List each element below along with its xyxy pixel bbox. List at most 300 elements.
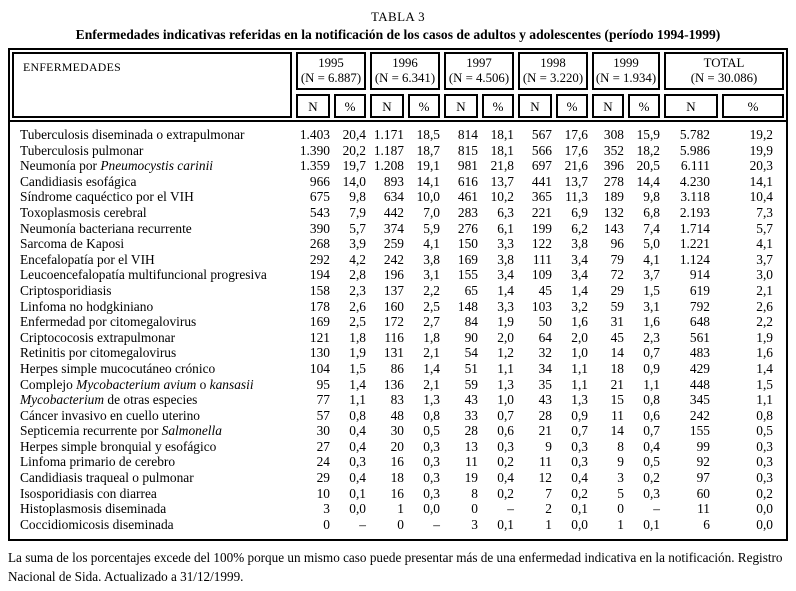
- value-cell-n: 189: [603, 189, 624, 205]
- disease-name-segment: Encefalopatía por el VIH: [20, 251, 155, 267]
- value-cell-n: 543: [309, 204, 330, 220]
- value-cell-pct: 0,8: [756, 407, 773, 423]
- disease-name-cell: [12, 252, 292, 268]
- value-cell-n: 18: [390, 470, 404, 486]
- value-cell-pct: 2,3: [349, 282, 366, 298]
- disease-name-segment: Cáncer invasivo en cuello uterino: [20, 407, 200, 423]
- value-cell-n: 365: [531, 189, 552, 205]
- value-cell-n: 109: [531, 267, 552, 283]
- value-cell-n: 8: [471, 485, 478, 501]
- value-cell-pct: 1,4: [497, 282, 514, 298]
- value-cell-pct: 2,0: [571, 329, 588, 345]
- value-cell-pct: 1,8: [349, 329, 366, 345]
- disease-name-italic-segment: Mycobacterium avium: [76, 376, 197, 392]
- value-cell-pct: 0,3: [571, 454, 588, 470]
- value-cell-n: 374: [383, 220, 404, 236]
- value-cell-n: 616: [457, 173, 478, 189]
- disease-name-cell: [12, 517, 292, 533]
- table-row: [12, 486, 784, 502]
- document-page: [0, 9, 796, 591]
- value-cell-pct: 1,9: [349, 345, 366, 361]
- value-cell-n: 10: [316, 485, 330, 501]
- disease-name-cell: [12, 221, 292, 237]
- value-cell-n: 158: [309, 282, 330, 298]
- value-cell-pct: 0,4: [349, 423, 366, 439]
- value-cell-pct: 6,3: [497, 204, 514, 220]
- value-cell-n: 3: [471, 516, 478, 532]
- value-cell-pct: 4,1: [643, 251, 660, 267]
- value-cell-n: 981: [457, 158, 478, 174]
- value-cell-pct: 0,2: [756, 485, 773, 501]
- value-cell-pct: 2,5: [349, 314, 366, 330]
- value-cell-pct: 1,9: [497, 314, 514, 330]
- value-cell-n: 21: [610, 376, 624, 392]
- value-cell-n: 792: [689, 298, 710, 314]
- value-cell-pct: 9,8: [643, 189, 660, 205]
- value-cell-pct: 5,7: [756, 220, 773, 236]
- value-cell-n: 28: [464, 423, 478, 439]
- value-cell-pct: 3,8: [497, 251, 514, 267]
- value-cell-pct: 19,2: [749, 127, 773, 142]
- value-cell-pct: –: [359, 516, 366, 532]
- disease-name-segment: de otras especies: [104, 392, 198, 408]
- disease-name-cell: [12, 267, 292, 283]
- column-header-year-label: 1995: [318, 56, 344, 70]
- value-cell-n: 2: [545, 501, 552, 517]
- value-cell-pct: 1,4: [756, 360, 773, 376]
- value-cell-n: 9: [617, 454, 624, 470]
- value-cell-n: 448: [689, 376, 710, 392]
- value-cell-n: 11: [697, 501, 710, 517]
- disease-name-segment: Isosporidiasis con diarrea: [20, 485, 157, 501]
- value-cell-n: 97: [696, 470, 710, 486]
- disease-name-segment: Coccidiomicosis diseminada: [20, 516, 174, 532]
- value-cell-pct: 1,4: [571, 282, 588, 298]
- table-row: [12, 267, 784, 283]
- value-cell-pct: 2,6: [349, 298, 366, 314]
- value-cell-n: 5.782: [679, 127, 710, 142]
- value-cell-n: 1.171: [373, 127, 404, 142]
- value-cell-n: 814: [457, 127, 478, 142]
- value-cell-n: 1.390: [299, 142, 330, 158]
- disease-name-segment: Retinitis por citomegalovirus: [20, 345, 177, 361]
- table-row: [12, 314, 784, 330]
- table-row: [12, 501, 784, 517]
- subheader-1996-n: N: [370, 94, 404, 118]
- value-cell-pct: 4,1: [423, 236, 440, 252]
- disease-name-cell: [12, 299, 292, 315]
- value-cell-pct: 6,8: [643, 204, 660, 220]
- value-cell-n: 966: [309, 173, 330, 189]
- value-cell-pct: 11,3: [565, 189, 588, 205]
- value-cell-pct: 1,6: [571, 314, 588, 330]
- value-cell-n: 634: [383, 189, 404, 205]
- disease-name-segment: o: [196, 376, 210, 392]
- value-cell-n: 0: [323, 516, 330, 532]
- table-row: [12, 345, 784, 361]
- value-cell-n: 137: [383, 282, 404, 298]
- subheader-total-pct: %: [722, 94, 784, 118]
- disease-name-segment: Sarcoma de Kaposi: [20, 236, 125, 252]
- value-cell-pct: 2,2: [756, 314, 773, 330]
- disease-name-cell: [12, 174, 292, 190]
- value-cell-n: 116: [384, 329, 404, 345]
- value-cell-n: 13: [464, 438, 478, 454]
- value-cell-n: 815: [457, 142, 478, 158]
- table-row: [12, 517, 784, 533]
- value-cell-n: 7: [545, 485, 552, 501]
- column-header-n-count: (N = 6.341): [374, 71, 436, 85]
- value-cell-n: 155: [457, 267, 478, 283]
- value-cell-n: 461: [457, 189, 478, 205]
- value-cell-pct: 0,0: [349, 501, 366, 517]
- disease-name-segment: Candidiasis esofágica: [20, 173, 137, 189]
- disease-name-cell: [12, 345, 292, 361]
- value-cell-n: 121: [309, 329, 330, 345]
- value-cell-n: 259: [383, 236, 404, 252]
- value-cell-pct: 0,3: [349, 454, 366, 470]
- table-title: Enfermedades indicativas referidas en la notificación de los casos de adultos y adolescentes (período 1994-1999): [75, 27, 721, 42]
- value-cell-n: 9: [545, 438, 552, 454]
- value-cell-n: 442: [383, 204, 404, 220]
- value-cell-pct: 3,8: [423, 251, 440, 267]
- value-cell-n: 1: [397, 501, 404, 517]
- value-cell-pct: 3,7: [643, 267, 660, 283]
- value-cell-pct: 2,1: [756, 282, 773, 298]
- value-cell-n: 33: [464, 407, 478, 423]
- value-cell-n: 28: [538, 407, 552, 423]
- value-cell-pct: 1,6: [756, 345, 773, 361]
- value-cell-n: 8: [617, 438, 624, 454]
- value-cell-n: 86: [390, 360, 404, 376]
- value-cell-pct: 3,1: [643, 298, 660, 314]
- value-cell-pct: 20,2: [342, 142, 366, 158]
- value-cell-n: 268: [309, 236, 330, 252]
- value-cell-n: 92: [696, 454, 710, 470]
- value-cell-n: 64: [538, 329, 552, 345]
- table-row: [12, 439, 784, 455]
- column-header-n-count: (N = 6.887): [300, 71, 362, 85]
- value-cell-pct: 1,3: [423, 392, 440, 408]
- disease-name-cell: [12, 470, 292, 486]
- value-cell-pct: 19,7: [342, 158, 366, 174]
- value-cell-pct: 1,1: [571, 360, 588, 376]
- value-cell-n: 122: [531, 236, 552, 252]
- value-cell-n: 54: [464, 345, 478, 361]
- value-cell-n: 72: [610, 267, 624, 283]
- value-cell-n: 441: [531, 173, 552, 189]
- value-cell-n: 111: [532, 251, 552, 267]
- value-cell-n: 29: [610, 282, 624, 298]
- value-cell-pct: 0,8: [423, 407, 440, 423]
- table-header: [10, 50, 786, 120]
- value-cell-pct: 6,2: [571, 220, 588, 236]
- disease-name-cell: [12, 408, 292, 424]
- column-header-1998: [518, 52, 588, 90]
- value-cell-pct: 18,2: [636, 142, 660, 158]
- value-cell-n: 1.403: [299, 127, 330, 142]
- value-cell-pct: 14,1: [416, 173, 440, 189]
- value-cell-pct: 0,1: [643, 516, 660, 532]
- table-row: [12, 236, 784, 252]
- value-cell-n: 1: [617, 516, 624, 532]
- value-cell-n: 276: [457, 220, 478, 236]
- value-cell-n: 3.118: [680, 189, 710, 205]
- value-cell-pct: 10,4: [749, 189, 773, 205]
- value-cell-pct: 3,8: [571, 236, 588, 252]
- table-number-label: TABLA 3: [370, 9, 426, 24]
- value-cell-n: 308: [603, 127, 624, 142]
- disease-name-segment: Leucoencefalopatía multifuncional progresiva: [20, 267, 267, 283]
- value-cell-n: 30: [390, 423, 404, 439]
- column-header-n-count: (N = 4.506): [448, 71, 510, 85]
- value-cell-n: 29: [316, 470, 330, 486]
- table-row: [12, 299, 784, 315]
- value-cell-n: 5.986: [679, 142, 710, 158]
- value-cell-pct: 1,0: [497, 392, 514, 408]
- value-cell-n: 169: [309, 314, 330, 330]
- value-cell-n: 65: [464, 282, 478, 298]
- value-cell-n: 59: [464, 376, 478, 392]
- value-cell-pct: 1,1: [349, 392, 366, 408]
- column-header-enfermedades: ENFERMEDADES: [12, 52, 292, 118]
- value-cell-n: 292: [309, 251, 330, 267]
- value-cell-n: 1.124: [679, 251, 710, 267]
- value-cell-pct: 13,7: [564, 173, 588, 189]
- disease-name-cell: [12, 127, 292, 143]
- value-cell-pct: 0,3: [571, 438, 588, 454]
- value-cell-pct: 2,7: [423, 314, 440, 330]
- value-cell-n: 96: [610, 236, 624, 252]
- value-cell-n: 3: [323, 501, 330, 517]
- disease-name-cell: [12, 283, 292, 299]
- disease-name-segment: Histoplasmosis diseminada: [20, 501, 167, 517]
- value-cell-pct: 0,3: [756, 470, 773, 486]
- value-cell-pct: –: [433, 516, 440, 532]
- disease-name-segment: Criptococosis extrapulmonar: [20, 329, 176, 345]
- value-cell-n: 50: [538, 314, 552, 330]
- value-cell-pct: 1,5: [643, 282, 660, 298]
- value-cell-pct: 1,1: [643, 376, 660, 392]
- value-cell-n: 77: [316, 392, 330, 408]
- disease-name-cell: [12, 361, 292, 377]
- disease-name-segment: Síndrome caquéctico por el VIH: [20, 189, 194, 205]
- value-cell-n: 283: [457, 204, 478, 220]
- column-header-n-count: (N = 1.934): [595, 71, 657, 85]
- value-cell-n: 5: [617, 485, 624, 501]
- value-cell-pct: –: [653, 501, 660, 517]
- value-cell-pct: 0,5: [423, 423, 440, 439]
- disease-name-segment: Toxoplasmosis cerebral: [20, 204, 147, 220]
- value-cell-n: 566: [531, 142, 552, 158]
- column-header-1999: [592, 52, 660, 90]
- value-cell-pct: 0,3: [756, 438, 773, 454]
- value-cell-pct: 3,4: [571, 267, 588, 283]
- value-cell-n: 3: [617, 470, 624, 486]
- value-cell-pct: 0,6: [643, 407, 660, 423]
- value-cell-n: 99: [696, 438, 710, 454]
- disease-name-cell: [12, 236, 292, 252]
- subheader-1998-n: N: [518, 94, 552, 118]
- column-header-1995: [296, 52, 366, 90]
- value-cell-pct: 1,9: [756, 329, 773, 345]
- value-cell-pct: 17,6: [564, 127, 588, 142]
- disease-name-segment: Linfoma no hodgkiniano: [20, 298, 154, 314]
- value-cell-pct: 1,4: [349, 376, 366, 392]
- value-cell-pct: 1,1: [497, 360, 514, 376]
- value-cell-pct: 3,9: [349, 236, 366, 252]
- disease-name-italic-segment: kansasii: [209, 376, 254, 392]
- value-cell-pct: 0,0: [756, 501, 773, 517]
- value-cell-pct: 0,3: [423, 485, 440, 501]
- value-cell-n: 60: [696, 485, 710, 501]
- value-cell-n: 136: [383, 376, 404, 392]
- value-cell-pct: 1,3: [571, 392, 588, 408]
- column-header-year-label: 1996: [392, 56, 418, 70]
- table-body: [10, 120, 786, 539]
- value-cell-pct: 0,3: [423, 470, 440, 486]
- disease-name-italic-segment: Mycobacterium: [20, 392, 105, 408]
- value-cell-n: 914: [689, 267, 710, 283]
- column-header-year-label: TOTAL: [703, 56, 745, 70]
- value-cell-pct: 1,1: [571, 376, 588, 392]
- disease-name-segment: Linfoma primario de cerebro: [20, 454, 176, 470]
- value-cell-pct: 5,7: [349, 220, 366, 236]
- value-cell-pct: 0,3: [423, 438, 440, 454]
- value-cell-n: 43: [538, 392, 552, 408]
- value-cell-pct: 0,8: [349, 407, 366, 423]
- value-cell-pct: 0,1: [349, 485, 366, 501]
- value-cell-pct: 2,1: [423, 376, 440, 392]
- value-cell-n: 83: [390, 392, 404, 408]
- disease-name-segment: Neumonía por: [20, 158, 101, 174]
- column-header-year-label: 1999: [613, 56, 639, 70]
- table-row: [12, 205, 784, 221]
- value-cell-n: 131: [383, 345, 404, 361]
- value-cell-pct: 14,4: [636, 173, 660, 189]
- subheader-1995-pct: %: [334, 94, 366, 118]
- value-cell-n: 19: [464, 470, 478, 486]
- disease-name-segment: Herpes simple mucocutáneo crónico: [20, 360, 216, 376]
- value-cell-pct: 0,3: [756, 454, 773, 470]
- table-row: [12, 283, 784, 299]
- value-cell-pct: 14,0: [342, 173, 366, 189]
- column-header-total: [664, 52, 784, 90]
- table-row: [12, 127, 784, 143]
- value-cell-pct: 18,7: [416, 142, 440, 158]
- disease-name-segment: Tuberculosis pulmonar: [20, 142, 144, 158]
- value-cell-pct: 1,5: [756, 376, 773, 392]
- value-cell-pct: 0,7: [497, 407, 514, 423]
- value-cell-pct: 3,0: [756, 267, 773, 283]
- value-cell-pct: 1,6: [643, 314, 660, 330]
- subheader-total-n: N: [664, 94, 718, 118]
- value-cell-n: 242: [383, 251, 404, 267]
- table-row: [12, 158, 784, 174]
- table-row: [12, 408, 784, 424]
- value-cell-pct: 0,4: [571, 470, 588, 486]
- value-cell-n: 35: [538, 376, 552, 392]
- table-row: [12, 454, 784, 470]
- value-cell-n: 6.111: [680, 158, 710, 174]
- disease-name-cell: [12, 486, 292, 502]
- value-cell-n: 199: [531, 220, 552, 236]
- value-cell-n: 1: [545, 516, 552, 532]
- value-cell-n: 15: [610, 392, 624, 408]
- value-cell-n: 104: [309, 360, 330, 376]
- value-cell-n: 51: [464, 360, 478, 376]
- value-cell-n: 675: [309, 189, 330, 205]
- value-cell-n: 619: [689, 282, 710, 298]
- value-cell-pct: 1,3: [497, 376, 514, 392]
- table-row: [12, 361, 784, 377]
- value-cell-n: 194: [309, 267, 330, 283]
- value-cell-n: 45: [610, 329, 624, 345]
- table-row: [12, 189, 784, 205]
- value-cell-pct: 7,4: [643, 220, 660, 236]
- subheader-1999-n: N: [592, 94, 624, 118]
- value-cell-pct: 6,1: [497, 220, 514, 236]
- value-cell-n: 27: [316, 438, 330, 454]
- value-cell-pct: 13,7: [490, 173, 514, 189]
- value-cell-n: 160: [383, 298, 404, 314]
- table-row: [12, 392, 784, 408]
- value-cell-pct: 0,0: [756, 516, 773, 532]
- subheader-1998-pct: %: [556, 94, 588, 118]
- value-cell-n: 130: [309, 345, 330, 361]
- value-cell-pct: 4,2: [349, 251, 366, 267]
- disease-name-cell: [12, 314, 292, 330]
- disease-name-segment: Complejo: [20, 376, 77, 392]
- disease-name-cell: [12, 392, 292, 408]
- value-cell-n: 43: [464, 392, 478, 408]
- value-cell-pct: 2,8: [349, 267, 366, 283]
- value-cell-pct: 3,2: [571, 298, 588, 314]
- value-cell-pct: 5,9: [423, 220, 440, 236]
- value-cell-n: 483: [689, 345, 710, 361]
- value-cell-pct: 0,5: [643, 454, 660, 470]
- value-cell-pct: 18,5: [416, 127, 440, 142]
- value-cell-n: 1.208: [373, 158, 404, 174]
- value-cell-n: 697: [531, 158, 552, 174]
- value-cell-pct: 10,0: [416, 189, 440, 205]
- value-cell-n: 21: [538, 423, 552, 439]
- value-cell-n: 59: [610, 298, 624, 314]
- value-cell-n: 24: [316, 454, 330, 470]
- value-cell-n: 12: [538, 470, 552, 486]
- disease-name-cell: [12, 205, 292, 221]
- value-cell-n: 16: [390, 454, 404, 470]
- disease-name-segment: Criptosporidiasis: [20, 282, 112, 298]
- value-cell-pct: 0,0: [423, 501, 440, 517]
- disease-name-cell: [12, 143, 292, 159]
- subheader-1995-n: N: [296, 94, 330, 118]
- value-cell-n: 90: [464, 329, 478, 345]
- disease-name-cell: [12, 330, 292, 346]
- value-cell-pct: 5,0: [643, 236, 660, 252]
- column-header-1996: [370, 52, 440, 90]
- value-cell-pct: 14,1: [749, 173, 773, 189]
- subheader-1999-pct: %: [628, 94, 660, 118]
- value-cell-pct: 3,7: [756, 251, 773, 267]
- value-cell-pct: 3,1: [423, 267, 440, 283]
- table-row: [12, 252, 784, 268]
- value-cell-n: 132: [603, 204, 624, 220]
- value-cell-n: 1.221: [679, 236, 710, 252]
- value-cell-pct: 9,8: [349, 189, 366, 205]
- value-cell-pct: 2,2: [423, 282, 440, 298]
- column-header-1997: [444, 52, 514, 90]
